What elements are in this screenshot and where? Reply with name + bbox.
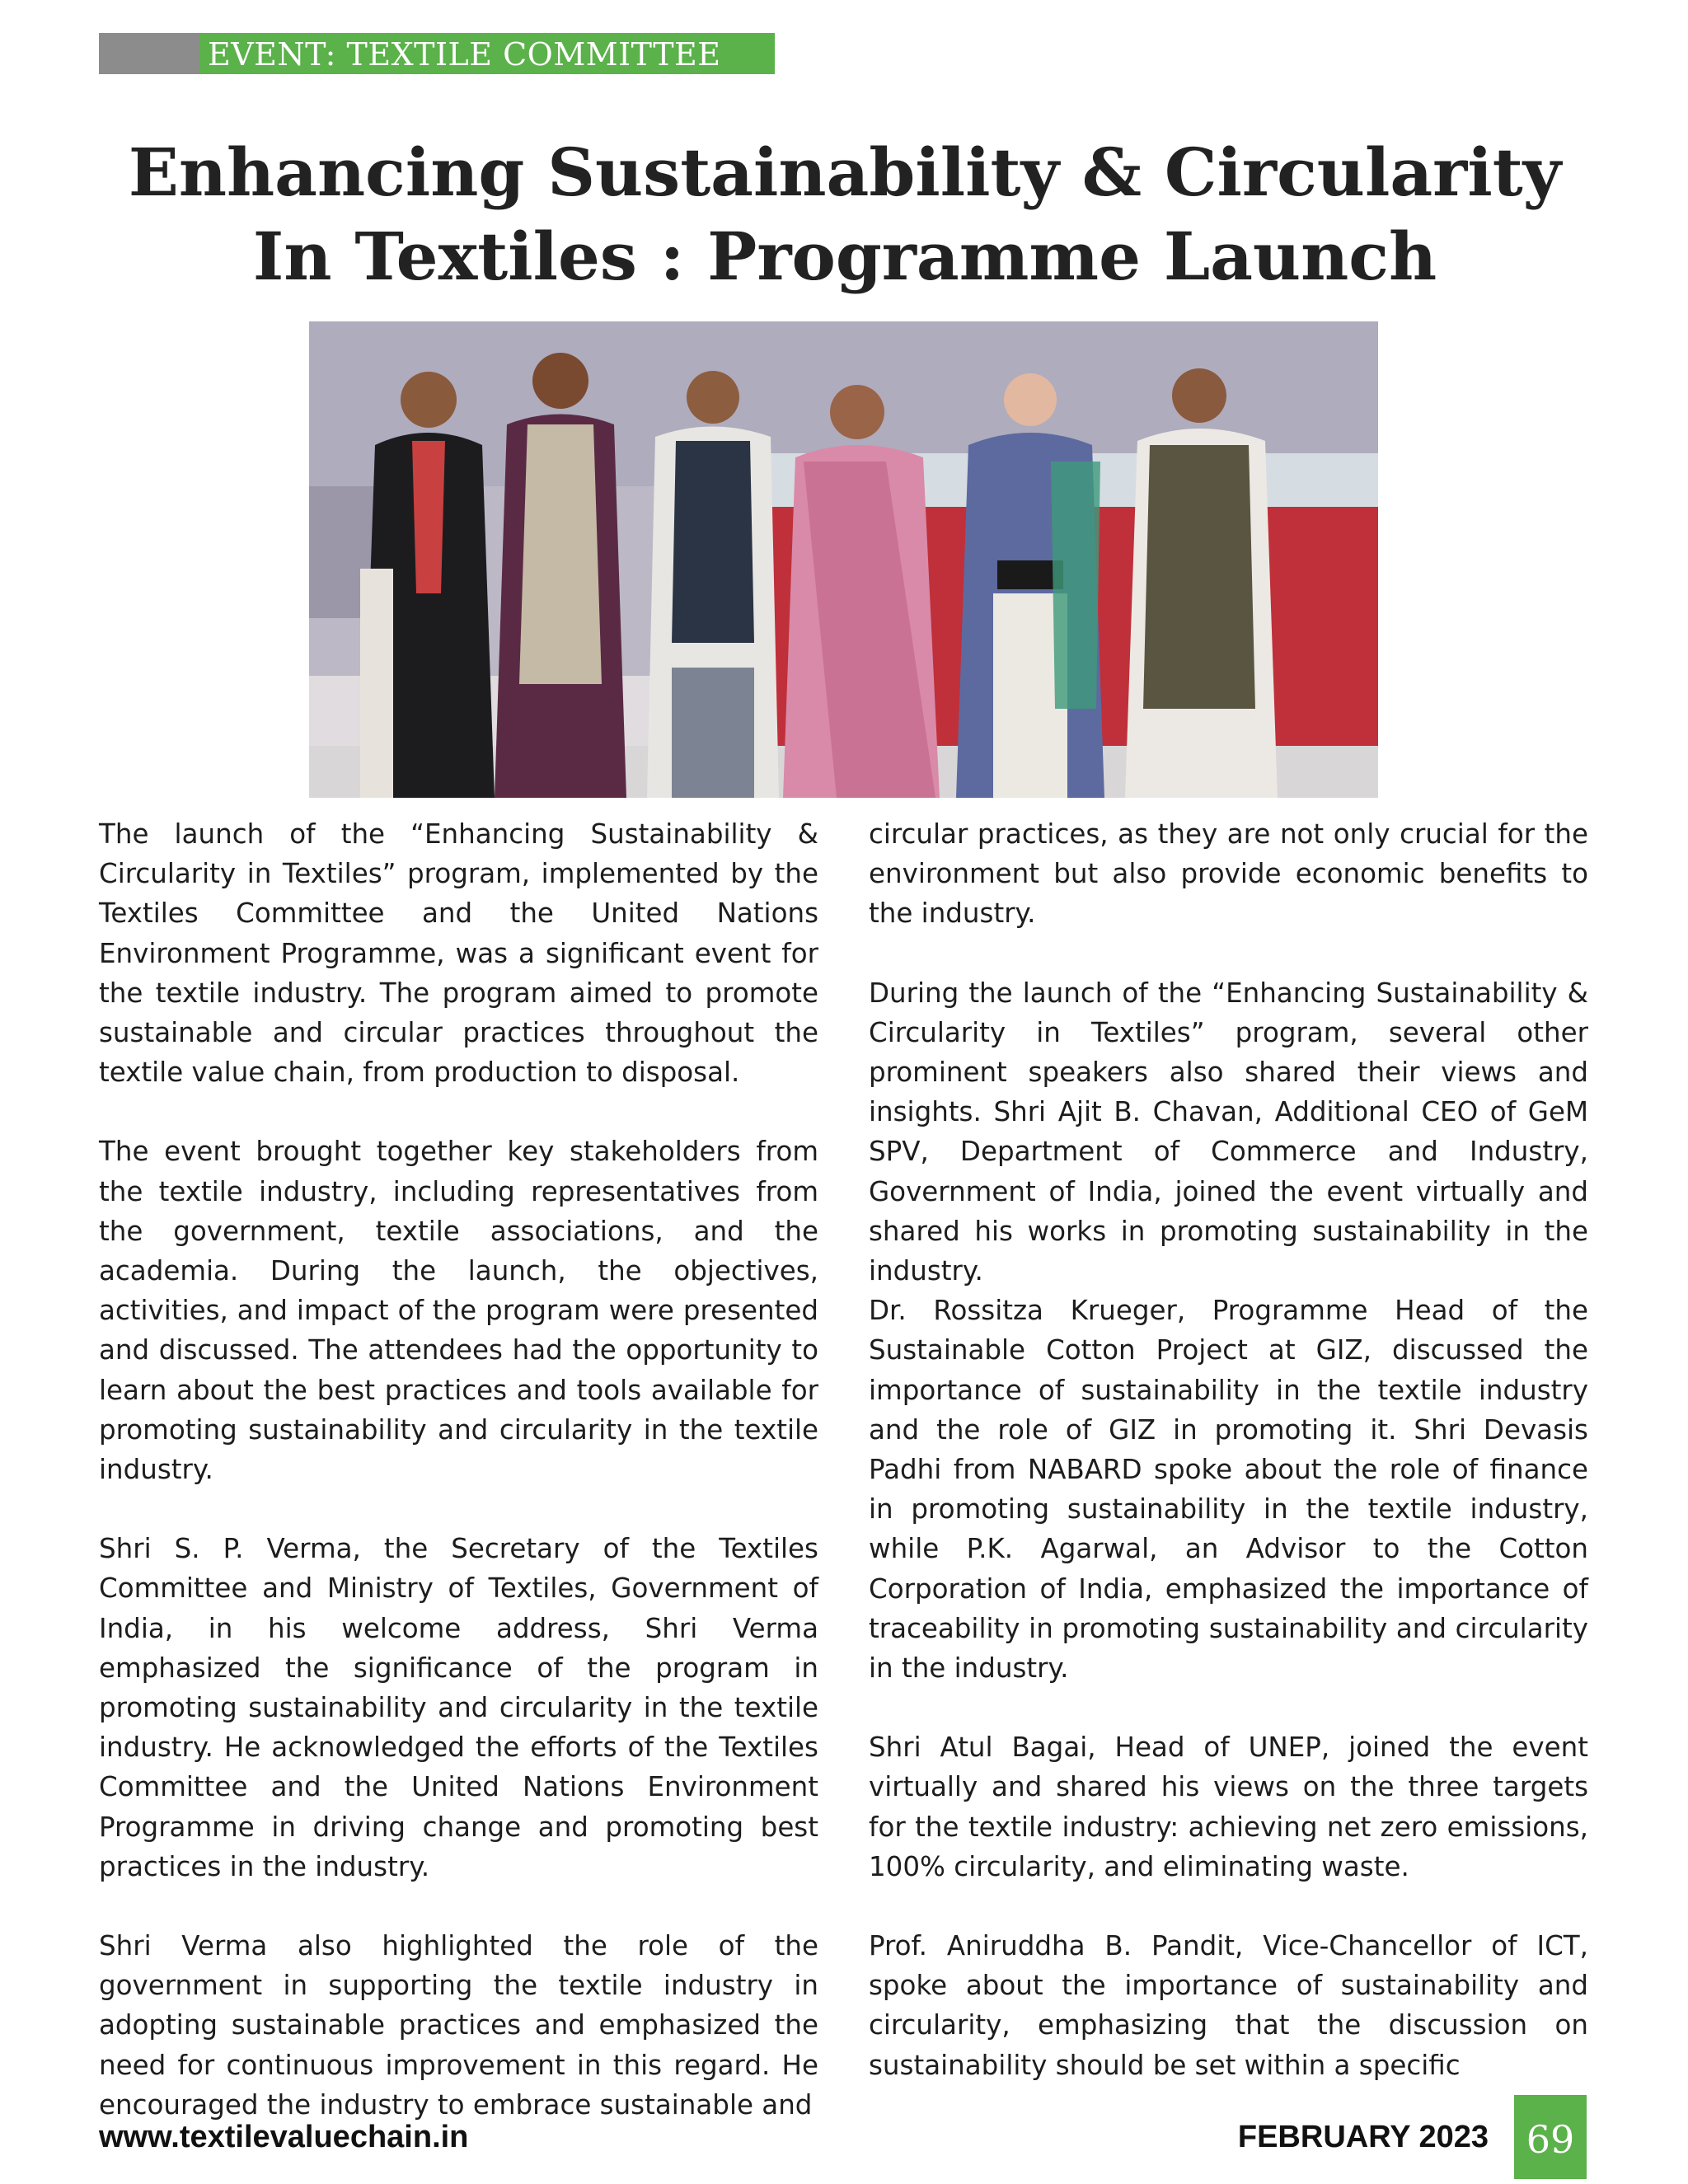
left-paragraph-4: Shri Verma also highlighted the role of the government in supporting the textile industry in adopting sustainable practices and emphasized the need for continuous improvement in this regard. He encouraged the industry to embrace sustainable and (99, 1930, 818, 2121)
right-paragraph-3: Dr. Rossitza Krueger, Programme Head of the Sustainable Cotton Project at GIZ, discussed the importance of sustainability in the textile industry and the role of GIZ in promoting it. Shri Devasis Padhi from NABARD spoke about the role of finance in promoting sustainability in the textile industry, while P.K. Agarwal, an Advisor to the Cotton Corporation of India, emphasized the importance of traceability in promoting sustainability and circularity in the industry. (869, 1295, 1588, 1685)
section-tag-label: EVENT: TEXTILE COMMITTEE (208, 36, 721, 73)
article-right-column (869, 814, 1588, 2085)
right-paragraph-2: During the launch of the “Enhancing Sustainability & Circularity in Textiles” program, several other prominent speakers also shared their views and insights. Shri Ajit B. Chavan, Additional CEO of GeM SPV, Department of Commerce and Industry, Government of India, joined the event virtually and shared his works in promoting sustainability in the industry. (869, 977, 1588, 1287)
right-paragraph-5: Prof. Aniruddha B. Pandit, Vice-Chancellor of ICT, spoke about the importance of sustainability and circularity, emphasizing that the discussion on sustainability should be set within a specific (869, 1930, 1588, 2081)
left-paragraph-2: The event brought together key stakeholders from the textile industry, including representatives from the government, textile associations, and the academia. During the launch, the objectives, activities, and impact of the program were presented and discussed. The attendees had the opportunity to learn about the best practices and tools available for promoting sustainability and circularity in the textile industry. (99, 1136, 818, 1486)
section-tag-grey-block (99, 33, 199, 74)
left-paragraph-1: The launch of the “Enhancing Sustainability & Circularity in Textiles” program, implemented by the Textiles Committee and the United Nations Environment Programme, was a significant event for the textile industry. The program aimed to promote sustainable and circular practices throughout the textile value chain, from production to disposal. (99, 818, 818, 1089)
event-photo-illustration (309, 321, 1378, 798)
article-left-column (99, 814, 818, 2125)
section-tag (99, 33, 775, 74)
page-number-badge: 69 (1514, 2095, 1587, 2179)
right-paragraph-4: Shri Atul Bagai, Head of UNEP, joined the event virtually and shared his views on the three targets for the textile industry: achieving net zero emissions, 100% circularity, and eliminating waste. (869, 1732, 1588, 1882)
footer-issue-date: FEBRUARY 2023 (1237, 2120, 1489, 2154)
footer-website-link[interactable]: www.textilevaluechain.in (99, 2120, 469, 2154)
article-title: Enhancing Sustainability & Circularity In Textiles : Programme Launch (128, 134, 1562, 295)
event-group-photo (309, 321, 1378, 798)
right-paragraph-1: circular practices, as they are not only crucial for the environment but also provide economic benefits to the industry. (869, 818, 1588, 930)
left-paragraph-3: Shri S. P. Verma, the Secretary of the Textiles Committee and Ministry of Textiles, Government of India, in his welcome address, Shri Verma emphasized the significance of the program in promoting sustainability and circularity in the textile industry. He acknowledged the efforts of the Textiles Committee and the United Nations Environment Programme in driving change and promoting best practices in the industry. (99, 1533, 818, 1882)
